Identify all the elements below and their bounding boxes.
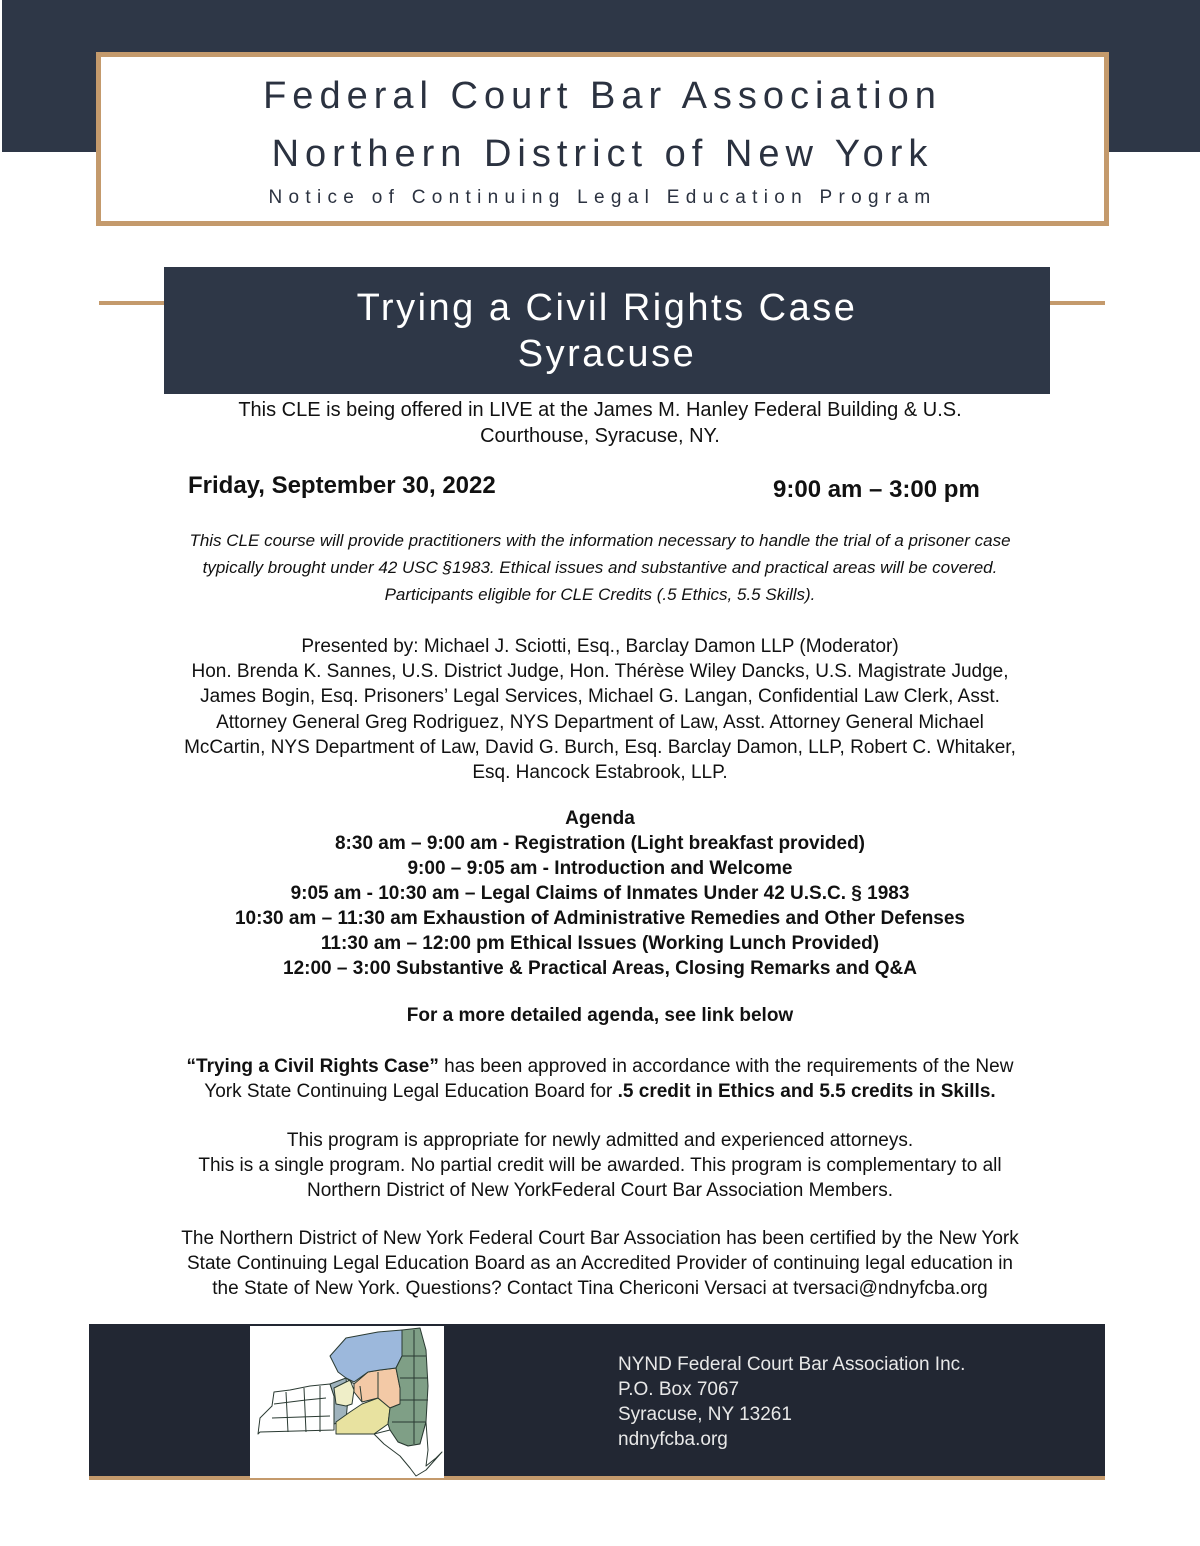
program-title: Trying a Civil Rights Case xyxy=(356,287,858,329)
presenter-line: Presented by: Michael J. Sciotti, Esq., Barclay Damon LLP (Moderator) xyxy=(301,636,899,657)
approval-statement xyxy=(0,1054,1200,1104)
course-description xyxy=(0,527,1200,608)
presenter-line: Hon. Brenda K. Sannes, U.S. District Judge, Hon. Thérèse Wiley Dancks, U.S. Magistrate Judge, xyxy=(191,661,1009,683)
certification-line: The Northern District of New York Federal Court Bar Association has been certified by the New York xyxy=(181,1228,1019,1249)
program-location: Syracuse xyxy=(517,333,697,375)
venue-line: This CLE is being offered in LIVE at the James M. Hanley Federal Building & U.S. xyxy=(238,399,962,421)
description-line: Participants eligible for CLE Credits (.5 Ethics, 5.5 Skills). xyxy=(384,585,816,604)
agenda-item: 9:00 – 9:05 am - Introduction and Welcome xyxy=(407,858,793,879)
eligibility-statement xyxy=(0,1128,1200,1203)
event-date: Friday, September 30, 2022 xyxy=(188,472,496,499)
certification-line: the State of New York. Questions? Contact Tina Chericoni Versaci at tversaci@ndnyfcba.org xyxy=(212,1278,988,1299)
footer-rule xyxy=(89,1476,1105,1480)
org-name: Federal Court Bar Association xyxy=(263,75,942,117)
title-banner xyxy=(164,267,1050,394)
venue-text xyxy=(0,397,1200,449)
notice-subtitle: Notice of Continuing Legal Education Program xyxy=(268,187,937,208)
description-line: This CLE course will provide practitioners with the information necessary to handle the trial of a prisoner case xyxy=(189,531,1011,550)
description-line: typically brought under 42 USC §1983. Ethical issues and substantive and practical areas will be covered. xyxy=(202,558,998,577)
agenda-item: 11:30 am – 12:00 pm Ethical Issues (Working Lunch Provided) xyxy=(320,933,880,954)
eligibility-line: This program is appropriate for newly admitted and experienced attorneys. xyxy=(286,1130,914,1151)
presenter-line: Attorney General Greg Rodriguez, NYS Department of Law, Asst. Attorney General Michael xyxy=(216,711,984,733)
approval-text: has been approved in accordance with the requirements of the New xyxy=(438,1056,1014,1077)
venue-line: Courthouse, Syracuse, NY. xyxy=(480,425,720,447)
title-rule-left xyxy=(99,301,165,305)
presenter-line: McCartin, NYS Department of Law, David G. Burch, Esq. Barclay Damon, LLP, Robert C. Whitaker, xyxy=(184,736,1016,758)
event-time: 9:00 am – 3:00 pm xyxy=(773,476,980,503)
approval-course-name: “Trying a Civil Rights Case” xyxy=(186,1056,439,1077)
detailed-agenda-note: For a more detailed agenda, see link below xyxy=(406,1005,794,1026)
footer-website: ndnyfcba.org xyxy=(618,1429,728,1450)
eligibility-line: This is a single program. No partial credit will be awarded. This program is complementary to all xyxy=(198,1155,1002,1176)
district-name: Northern District of New York xyxy=(271,133,934,175)
footer-org-name: NYND Federal Court Bar Association Inc. xyxy=(618,1354,966,1375)
eligibility-line: Northern District of New YorkFederal Court Bar Association Members. xyxy=(306,1180,894,1201)
footer-address xyxy=(618,1352,965,1452)
agenda-heading: Agenda xyxy=(565,808,635,829)
header-box xyxy=(96,52,1109,226)
approval-text: York State Continuing Legal Education Board for xyxy=(204,1081,618,1102)
agenda-item: 9:05 am - 10:30 am – Legal Claims of Inmates Under 42 U.S.C. § 1983 xyxy=(290,883,910,904)
certification-line: State Continuing Legal Education Board as an Accredited Provider of continuing legal education in xyxy=(187,1253,1013,1274)
approval-credits: .5 credit in Ethics and 5.5 credits in Skills. xyxy=(617,1081,996,1102)
agenda-item: 10:30 am – 11:30 am Exhaustion of Administrative Remedies and Other Defenses xyxy=(234,908,965,929)
title-rule-right xyxy=(1049,301,1105,305)
presenters xyxy=(0,634,1200,785)
agenda xyxy=(0,806,1200,981)
agenda-item: 8:30 am – 9:00 am - Registration (Light breakfast provided) xyxy=(334,833,866,854)
certification-statement xyxy=(0,1226,1200,1301)
presenter-line: Esq. Hancock Estabrook, LLP. xyxy=(472,762,728,784)
footer-city: Syracuse, NY 13261 xyxy=(618,1404,792,1425)
presenter-line: James Bogin, Esq. Prisoners’ Legal Services, Michael G. Langan, Confidential Law Clerk, Asst. xyxy=(200,686,1000,708)
footer-po-box: P.O. Box 7067 xyxy=(618,1379,740,1400)
agenda-item: 12:00 – 3:00 Substantive & Practical Areas, Closing Remarks and Q&A xyxy=(283,958,917,979)
new-york-map-icon xyxy=(250,1326,444,1478)
